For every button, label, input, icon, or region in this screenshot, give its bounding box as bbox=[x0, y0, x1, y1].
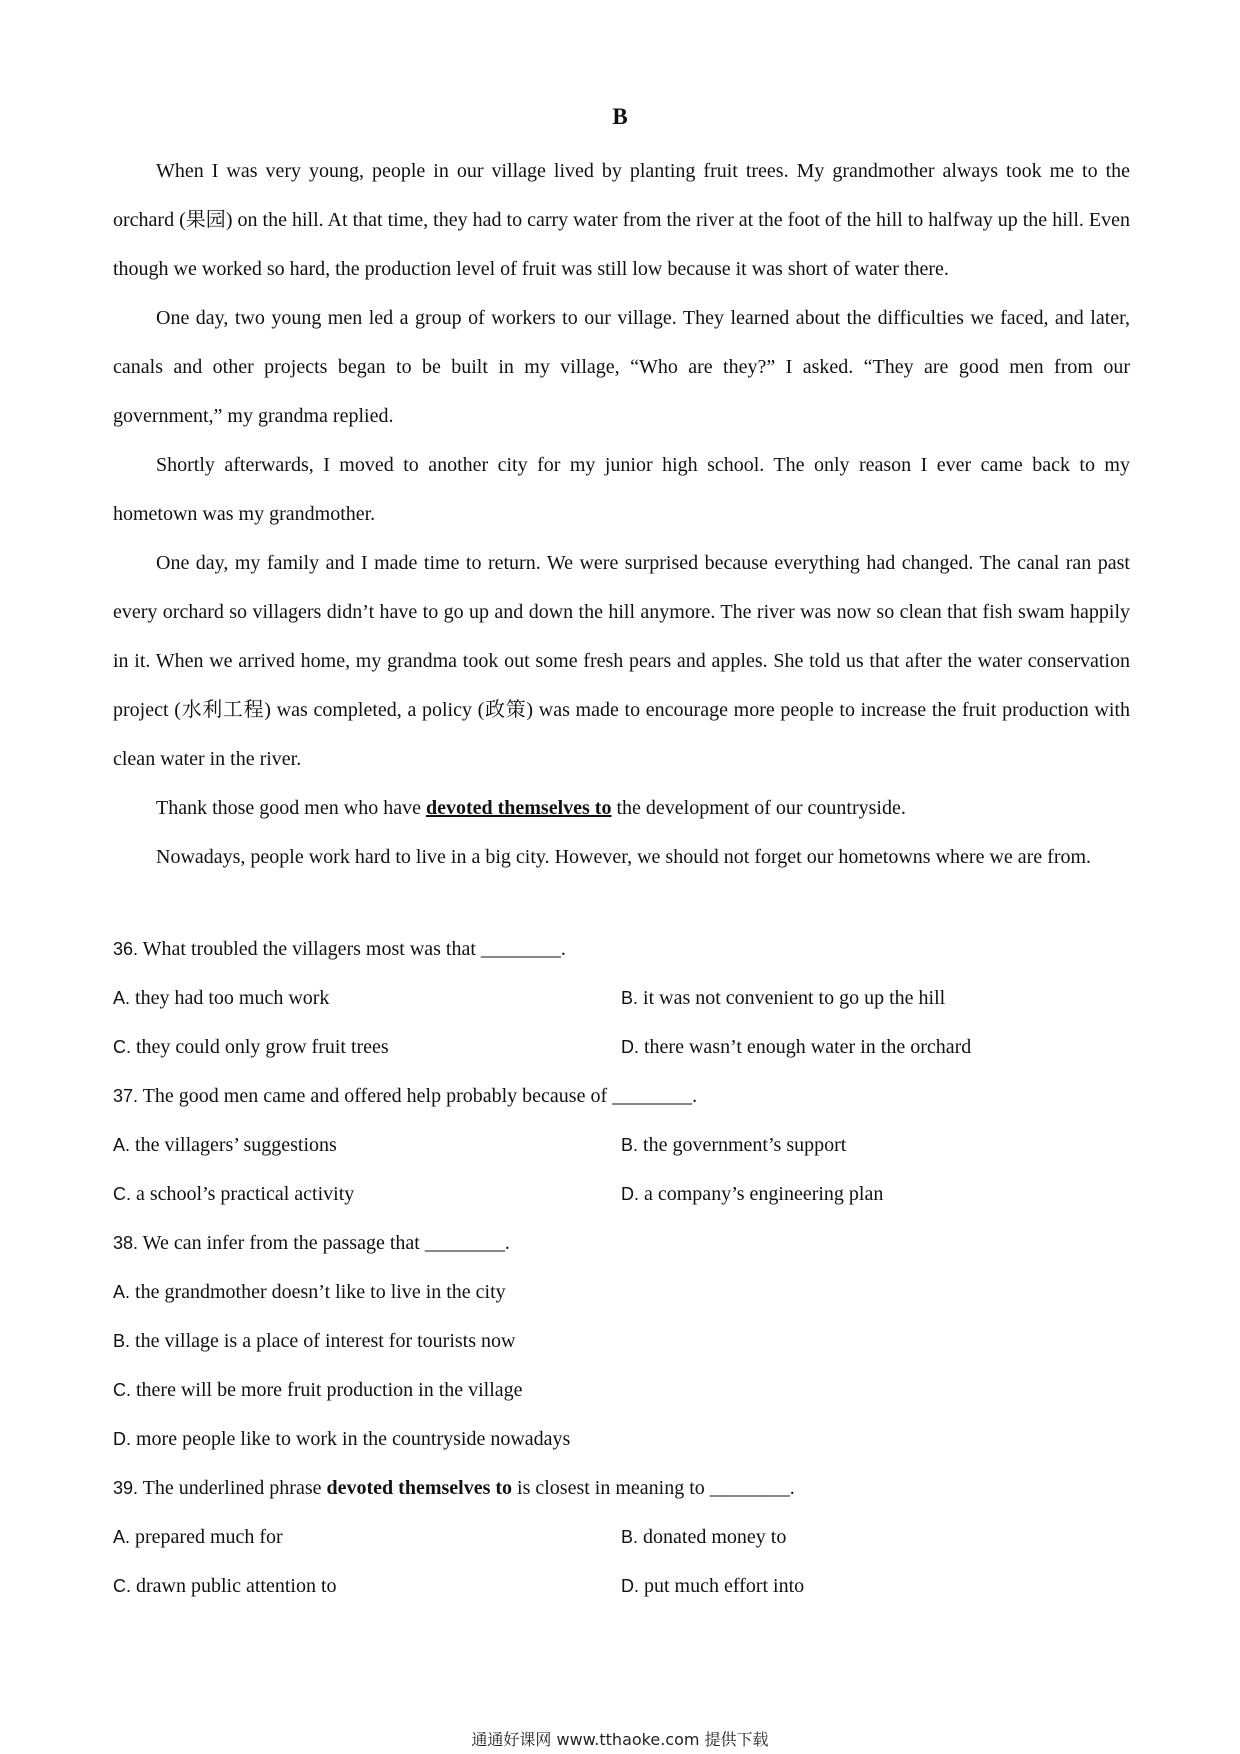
option-letter: C. bbox=[113, 1184, 131, 1204]
option-38-a bbox=[113, 1268, 1130, 1317]
option-letter: C. bbox=[113, 1380, 131, 1400]
option-letter: A. bbox=[113, 1282, 131, 1302]
option-36-a bbox=[113, 974, 329, 1023]
question-text-lead: The underlined phrase bbox=[138, 1477, 327, 1499]
option-38-c bbox=[113, 1366, 1130, 1415]
underlined-phrase: devoted themselves to bbox=[425, 797, 612, 819]
option-text: a company’s engineering plan bbox=[639, 1183, 884, 1205]
option-letter: C. bbox=[113, 1037, 131, 1057]
option-letter: B. bbox=[621, 1527, 639, 1547]
question-39-options-row-2 bbox=[113, 1562, 1130, 1611]
question-text: What troubled the villagers most was that ________. bbox=[138, 938, 566, 960]
option-text: it was not convenient to go up the hill bbox=[638, 987, 946, 1009]
passage-paragraph-6: Nowadays, people work hard to live in a big city. However, we should not forget our hometowns where we are from. bbox=[156, 846, 1092, 868]
option-text: a school’s practical activity bbox=[131, 1183, 355, 1205]
option-letter: B. bbox=[621, 988, 639, 1008]
option-37-d bbox=[621, 1170, 883, 1219]
option-letter: B. bbox=[621, 1135, 639, 1155]
question-36-options-row-2 bbox=[113, 1023, 1130, 1072]
option-text: they could only grow fruit trees bbox=[131, 1036, 389, 1058]
section-heading: B bbox=[612, 104, 628, 129]
option-letter: D. bbox=[621, 1576, 639, 1596]
question-text-tail: is closest in meaning to ________. bbox=[512, 1477, 795, 1499]
question-39-options-row-1 bbox=[113, 1513, 1130, 1562]
option-text: drawn public attention to bbox=[131, 1575, 337, 1597]
passage-paragraph-5 bbox=[113, 784, 1130, 833]
option-letter: A. bbox=[113, 1135, 131, 1155]
option-text: the grandmother doesn’t like to live in the city bbox=[130, 1281, 506, 1303]
option-39-d bbox=[621, 1562, 804, 1611]
page-footer: 通通好课网 www.tthaoke.com 提供下载 bbox=[471, 1730, 769, 1749]
option-text: they had too much work bbox=[130, 987, 330, 1009]
option-text: the village is a place of interest for tourists now bbox=[130, 1330, 516, 1352]
passage-paragraph-3: Shortly afterwards, I moved to another city for my junior high school. The only reason I ever came back to my hometown was my grandmother. bbox=[113, 454, 1130, 525]
paragraph-5-lead: Thank those good men who have bbox=[156, 797, 426, 819]
question-phrase: devoted themselves to bbox=[326, 1477, 513, 1499]
option-38-d bbox=[113, 1415, 1130, 1464]
option-text: there will be more fruit production in the village bbox=[131, 1379, 523, 1401]
passage-paragraph-2: One day, two young men led a group of workers to our village. They learned about the difficulties we faced, and later, canals and other projects began to be built in my village, “Who are they?” I asked. “They are good men from our government,” my grandma replied. bbox=[113, 307, 1130, 427]
question-37-stem bbox=[113, 1072, 1130, 1121]
passage-paragraph-4: One day, my family and I made time to return. We were surprised because everything had changed. The canal ran past every orchard so villagers didn’t have to go up and down the hill anymore. The river was now so clean that fish swam happily in it. When we arrived home, my grandma took out some fresh pears and apples. She told us that after the water conservation project (水利工程) was completed, a policy (政策) was made to encourage more people to increase the fruit production with clean water in the river. bbox=[113, 552, 1130, 770]
option-text: the villagers’ suggestions bbox=[130, 1134, 337, 1156]
question-text: We can infer from the passage that ________. bbox=[138, 1232, 510, 1254]
paragraph-5-tail: the development of our countryside. bbox=[611, 797, 906, 819]
option-letter: A. bbox=[113, 1527, 131, 1547]
option-letter: B. bbox=[113, 1331, 131, 1351]
question-37-options-row-1 bbox=[113, 1121, 1130, 1170]
option-38-b bbox=[113, 1317, 1130, 1366]
question-38-stem bbox=[113, 1219, 1130, 1268]
option-letter: D. bbox=[113, 1429, 131, 1449]
option-36-c bbox=[113, 1023, 389, 1072]
option-letter: A. bbox=[113, 988, 131, 1008]
option-39-b bbox=[621, 1513, 786, 1562]
option-37-b bbox=[621, 1121, 846, 1170]
question-36-options-row-1 bbox=[113, 974, 1130, 1023]
question-number: 38. bbox=[113, 1233, 139, 1253]
reading-passage bbox=[113, 147, 1130, 882]
option-text: the government’s support bbox=[638, 1134, 847, 1156]
question-list bbox=[113, 925, 1130, 1611]
option-letter: D. bbox=[621, 1184, 639, 1204]
option-39-c bbox=[113, 1562, 337, 1611]
option-letter: C. bbox=[113, 1576, 131, 1596]
question-number: 36. bbox=[113, 939, 139, 959]
option-36-b bbox=[621, 974, 945, 1023]
option-36-d bbox=[621, 1023, 971, 1072]
option-text: more people like to work in the countryside nowadays bbox=[131, 1428, 571, 1450]
question-39-stem bbox=[113, 1464, 1130, 1513]
option-text: there wasn’t enough water in the orchard bbox=[639, 1036, 972, 1058]
option-text: prepared much for bbox=[130, 1526, 283, 1548]
question-text: The good men came and offered help probably because of ________. bbox=[138, 1085, 698, 1107]
option-letter: D. bbox=[621, 1037, 639, 1057]
passage-paragraph-1: When I was very young, people in our village lived by planting fruit trees. My grandmother always took me to the orchard (果园) on the hill. At that time, they had to carry water from the river at the foot of the hill to halfway up the hill. Even though we worked so hard, the production level of fruit was still low because it was short of water there. bbox=[113, 160, 1130, 280]
question-37-options-row-2 bbox=[113, 1170, 1130, 1219]
option-37-a bbox=[113, 1121, 337, 1170]
option-text: put much effort into bbox=[639, 1575, 805, 1597]
question-number: 37. bbox=[113, 1086, 139, 1106]
option-text: donated money to bbox=[638, 1526, 787, 1548]
option-39-a bbox=[113, 1513, 283, 1562]
question-number: 39. bbox=[113, 1478, 139, 1498]
question-36-stem bbox=[113, 925, 1130, 974]
option-37-c bbox=[113, 1170, 354, 1219]
